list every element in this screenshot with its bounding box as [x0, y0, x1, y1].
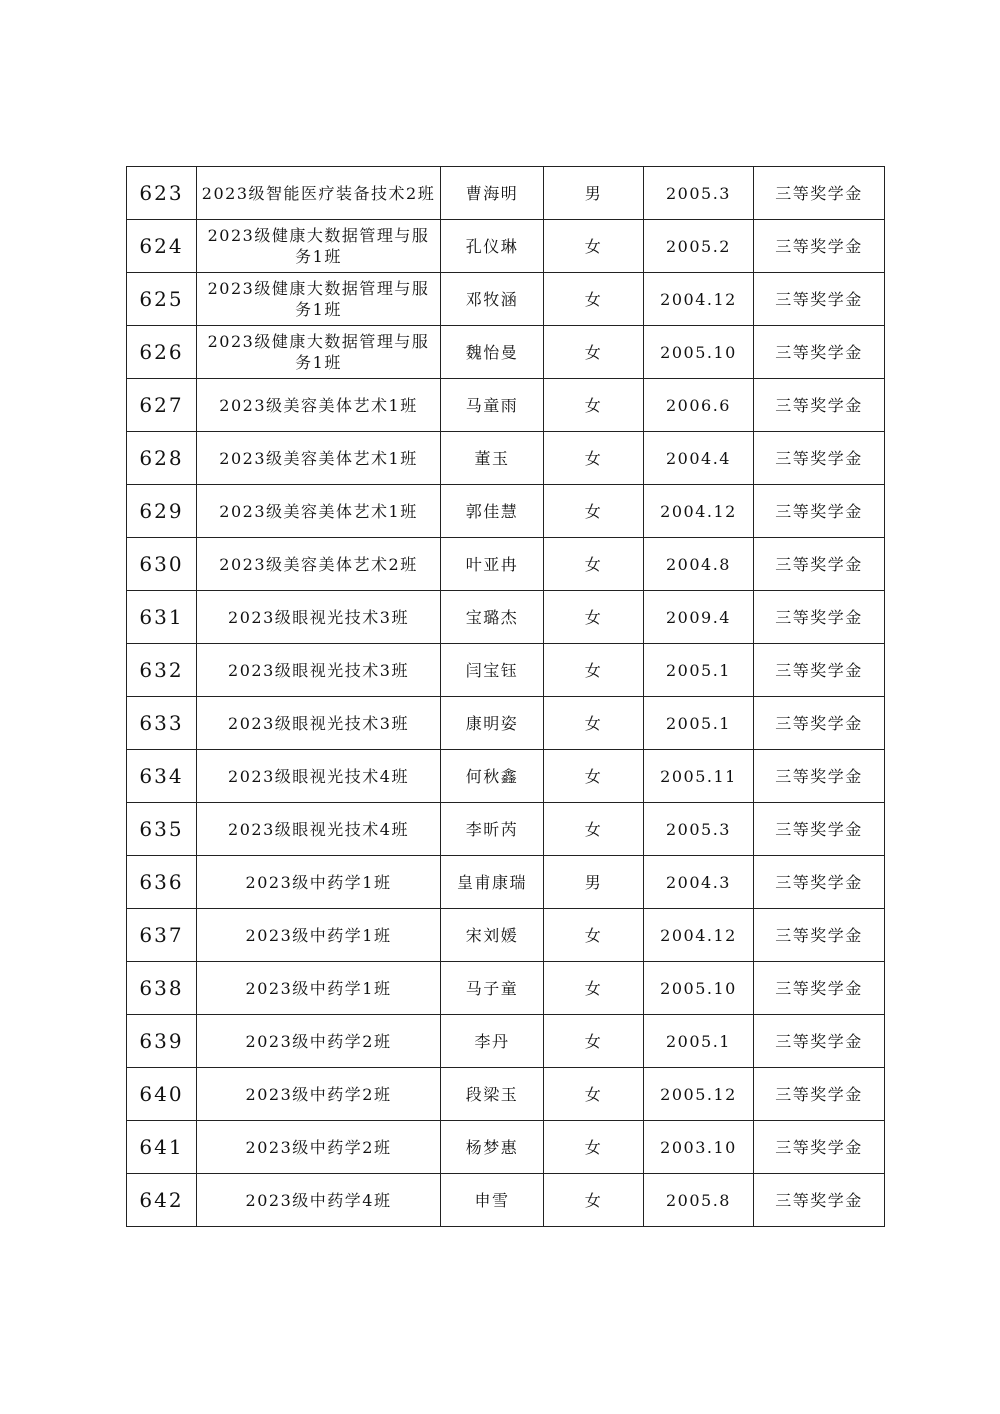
birth-date: 2005.8	[644, 1174, 754, 1227]
table-row	[127, 1121, 885, 1174]
gender: 女	[544, 803, 644, 856]
table-row	[127, 856, 885, 909]
student-name: 宋刘媛	[441, 909, 544, 962]
award-level: 三等奖学金	[754, 1121, 885, 1174]
gender: 男	[544, 856, 644, 909]
class-name: 2023级美容美体艺术2班	[197, 538, 441, 591]
gender: 女	[544, 909, 644, 962]
table-row	[127, 1015, 885, 1068]
student-name: 董玉	[441, 432, 544, 485]
award-level: 三等奖学金	[754, 485, 885, 538]
birth-date: 2009.4	[644, 591, 754, 644]
class-name: 2023级眼视光技术3班	[197, 591, 441, 644]
birth-date: 2005.12	[644, 1068, 754, 1121]
class-name: 2023级中药学4班	[197, 1174, 441, 1227]
row-number: 630	[127, 538, 197, 591]
award-level: 三等奖学金	[754, 538, 885, 591]
student-name: 孔仪琳	[441, 220, 544, 273]
table-row	[127, 1174, 885, 1227]
birth-date: 2003.10	[644, 1121, 754, 1174]
class-name: 2023级智能医疗装备技术2班	[197, 167, 441, 220]
gender: 女	[544, 644, 644, 697]
table-row	[127, 962, 885, 1015]
student-name: 宝璐杰	[441, 591, 544, 644]
table-row	[127, 485, 885, 538]
gender: 女	[544, 220, 644, 273]
gender: 女	[544, 750, 644, 803]
award-level: 三等奖学金	[754, 856, 885, 909]
class-name: 2023级中药学1班	[197, 962, 441, 1015]
gender: 女	[544, 485, 644, 538]
class-name: 2023级美容美体艺术1班	[197, 432, 441, 485]
class-name: 2023级中药学1班	[197, 856, 441, 909]
class-name: 2023级眼视光技术3班	[197, 644, 441, 697]
table-row	[127, 750, 885, 803]
award-level: 三等奖学金	[754, 1015, 885, 1068]
student-name: 李昕芮	[441, 803, 544, 856]
class-name: 2023级中药学1班	[197, 909, 441, 962]
student-name: 康明姿	[441, 697, 544, 750]
birth-date: 2005.3	[644, 167, 754, 220]
row-number: 624	[127, 220, 197, 273]
row-number: 625	[127, 273, 197, 326]
birth-date: 2004.3	[644, 856, 754, 909]
gender: 男	[544, 167, 644, 220]
table-row	[127, 909, 885, 962]
student-name: 邓牧涵	[441, 273, 544, 326]
award-level: 三等奖学金	[754, 167, 885, 220]
row-number: 626	[127, 326, 197, 379]
gender: 女	[544, 432, 644, 485]
award-level: 三等奖学金	[754, 1174, 885, 1227]
award-level: 三等奖学金	[754, 591, 885, 644]
row-number: 638	[127, 962, 197, 1015]
row-number: 642	[127, 1174, 197, 1227]
birth-date: 2005.11	[644, 750, 754, 803]
birth-date: 2005.2	[644, 220, 754, 273]
birth-date: 2005.1	[644, 1015, 754, 1068]
row-number: 629	[127, 485, 197, 538]
student-name: 闫宝钰	[441, 644, 544, 697]
student-name: 皇甫康瑞	[441, 856, 544, 909]
birth-date: 2005.10	[644, 326, 754, 379]
table-row	[127, 1068, 885, 1121]
award-level: 三等奖学金	[754, 1068, 885, 1121]
student-name: 杨梦惠	[441, 1121, 544, 1174]
table-row	[127, 803, 885, 856]
gender: 女	[544, 1174, 644, 1227]
row-number: 639	[127, 1015, 197, 1068]
row-number: 628	[127, 432, 197, 485]
table-row	[127, 644, 885, 697]
row-number: 635	[127, 803, 197, 856]
gender: 女	[544, 1015, 644, 1068]
birth-date: 2004.8	[644, 538, 754, 591]
birth-date: 2005.1	[644, 644, 754, 697]
gender: 女	[544, 591, 644, 644]
student-name: 李丹	[441, 1015, 544, 1068]
student-name: 马子童	[441, 962, 544, 1015]
row-number: 641	[127, 1121, 197, 1174]
class-name: 2023级中药学2班	[197, 1121, 441, 1174]
class-name: 2023级健康大数据管理与服务1班	[197, 326, 441, 379]
award-level: 三等奖学金	[754, 803, 885, 856]
award-level: 三等奖学金	[754, 750, 885, 803]
class-name: 2023级健康大数据管理与服务1班	[197, 220, 441, 273]
birth-date: 2006.6	[644, 379, 754, 432]
student-name: 魏怡曼	[441, 326, 544, 379]
table-row	[127, 379, 885, 432]
class-name: 2023级健康大数据管理与服务1班	[197, 273, 441, 326]
row-number: 634	[127, 750, 197, 803]
student-name: 叶亚冉	[441, 538, 544, 591]
award-level: 三等奖学金	[754, 379, 885, 432]
award-level: 三等奖学金	[754, 326, 885, 379]
gender: 女	[544, 962, 644, 1015]
birth-date: 2004.12	[644, 273, 754, 326]
gender: 女	[544, 273, 644, 326]
class-name: 2023级中药学2班	[197, 1068, 441, 1121]
award-level: 三等奖学金	[754, 697, 885, 750]
table-row	[127, 591, 885, 644]
table-row	[127, 538, 885, 591]
student-name: 马童雨	[441, 379, 544, 432]
award-level: 三等奖学金	[754, 432, 885, 485]
student-name: 段梁玉	[441, 1068, 544, 1121]
birth-date: 2005.1	[644, 697, 754, 750]
row-number: 623	[127, 167, 197, 220]
table-row	[127, 220, 885, 273]
roster-body	[127, 167, 885, 1227]
row-number: 627	[127, 379, 197, 432]
award-level: 三等奖学金	[754, 909, 885, 962]
class-name: 2023级眼视光技术4班	[197, 750, 441, 803]
award-level: 三等奖学金	[754, 220, 885, 273]
table-row	[127, 326, 885, 379]
birth-date: 2005.10	[644, 962, 754, 1015]
gender: 女	[544, 697, 644, 750]
class-name: 2023级眼视光技术3班	[197, 697, 441, 750]
table-row	[127, 697, 885, 750]
class-name: 2023级眼视光技术4班	[197, 803, 441, 856]
student-name: 郭佳慧	[441, 485, 544, 538]
birth-date: 2004.12	[644, 909, 754, 962]
student-name: 何秋鑫	[441, 750, 544, 803]
class-name: 2023级美容美体艺术1班	[197, 485, 441, 538]
award-level: 三等奖学金	[754, 273, 885, 326]
gender: 女	[544, 326, 644, 379]
table-row	[127, 167, 885, 220]
row-number: 633	[127, 697, 197, 750]
birth-date: 2005.3	[644, 803, 754, 856]
gender: 女	[544, 379, 644, 432]
gender: 女	[544, 538, 644, 591]
row-number: 637	[127, 909, 197, 962]
table-row	[127, 432, 885, 485]
student-name: 曹海明	[441, 167, 544, 220]
class-name: 2023级中药学2班	[197, 1015, 441, 1068]
gender: 女	[544, 1068, 644, 1121]
class-name: 2023级美容美体艺术1班	[197, 379, 441, 432]
birth-date: 2004.4	[644, 432, 754, 485]
row-number: 640	[127, 1068, 197, 1121]
award-level: 三等奖学金	[754, 644, 885, 697]
table-row	[127, 273, 885, 326]
gender: 女	[544, 1121, 644, 1174]
scholarship-roster-table	[126, 166, 885, 1227]
award-level: 三等奖学金	[754, 962, 885, 1015]
student-name: 申雪	[441, 1174, 544, 1227]
birth-date: 2004.12	[644, 485, 754, 538]
row-number: 636	[127, 856, 197, 909]
row-number: 632	[127, 644, 197, 697]
row-number: 631	[127, 591, 197, 644]
